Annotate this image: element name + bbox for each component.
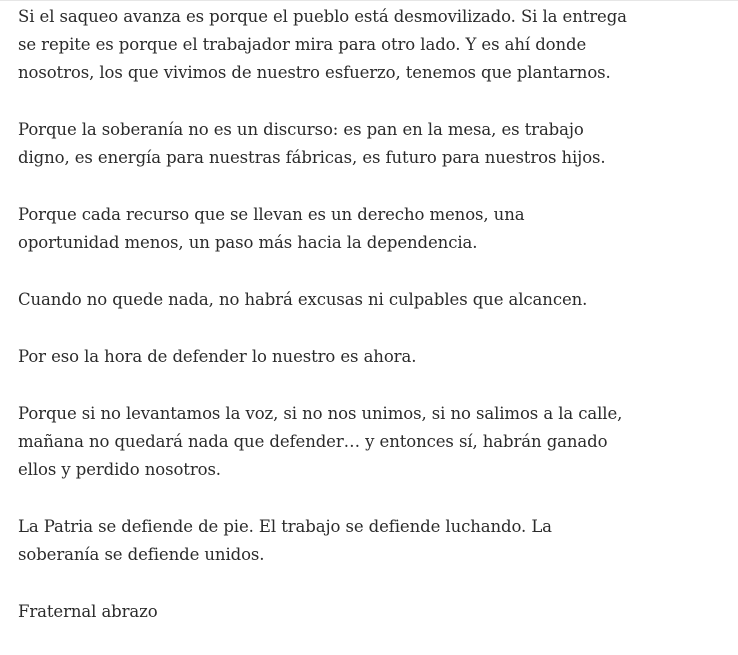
paragraph-excusas: Cuando no quede nada, no habrá excusas ni culpables que alcancen.	[18, 290, 588, 309]
paragraph-levantar-voz: Porque si no levantamos la voz, si no nos unimos, si no salimos a la calle, mañana no quedará nada que defender… y entonces sí, habrán ganado ellos y perdido nosotros.	[18, 404, 623, 479]
paragraph-saqueo: Si el saqueo avanza es porque el pueblo está desmovilizado. Si la entrega se repite es porque el trabajador mira para otro lado. Y es ahí donde nosotros, los que vivimos de nuestro esfuerzo, tenemos que plantarnos.	[18, 7, 627, 82]
top-divider	[0, 0, 738, 1]
paragraph-soberania: Porque la soberanía no es un discurso: es pan en la mesa, es trabajo digno, es energía para nuestras fábricas, es futuro para nuestros hijos.	[18, 120, 606, 167]
article-body	[18, 3, 628, 655]
closing-signoff: Fraternal abrazo	[18, 602, 158, 621]
paragraph-ahora: Por eso la hora de defender lo nuestro es ahora.	[18, 347, 417, 366]
paragraph-patria: La Patria se defiende de pie. El trabajo se defiende luchando. La soberanía se defiende unidos.	[18, 517, 552, 564]
paragraph-recursos: Porque cada recurso que se llevan es un derecho menos, una oportunidad menos, un paso más hacia la dependencia.	[18, 205, 525, 252]
